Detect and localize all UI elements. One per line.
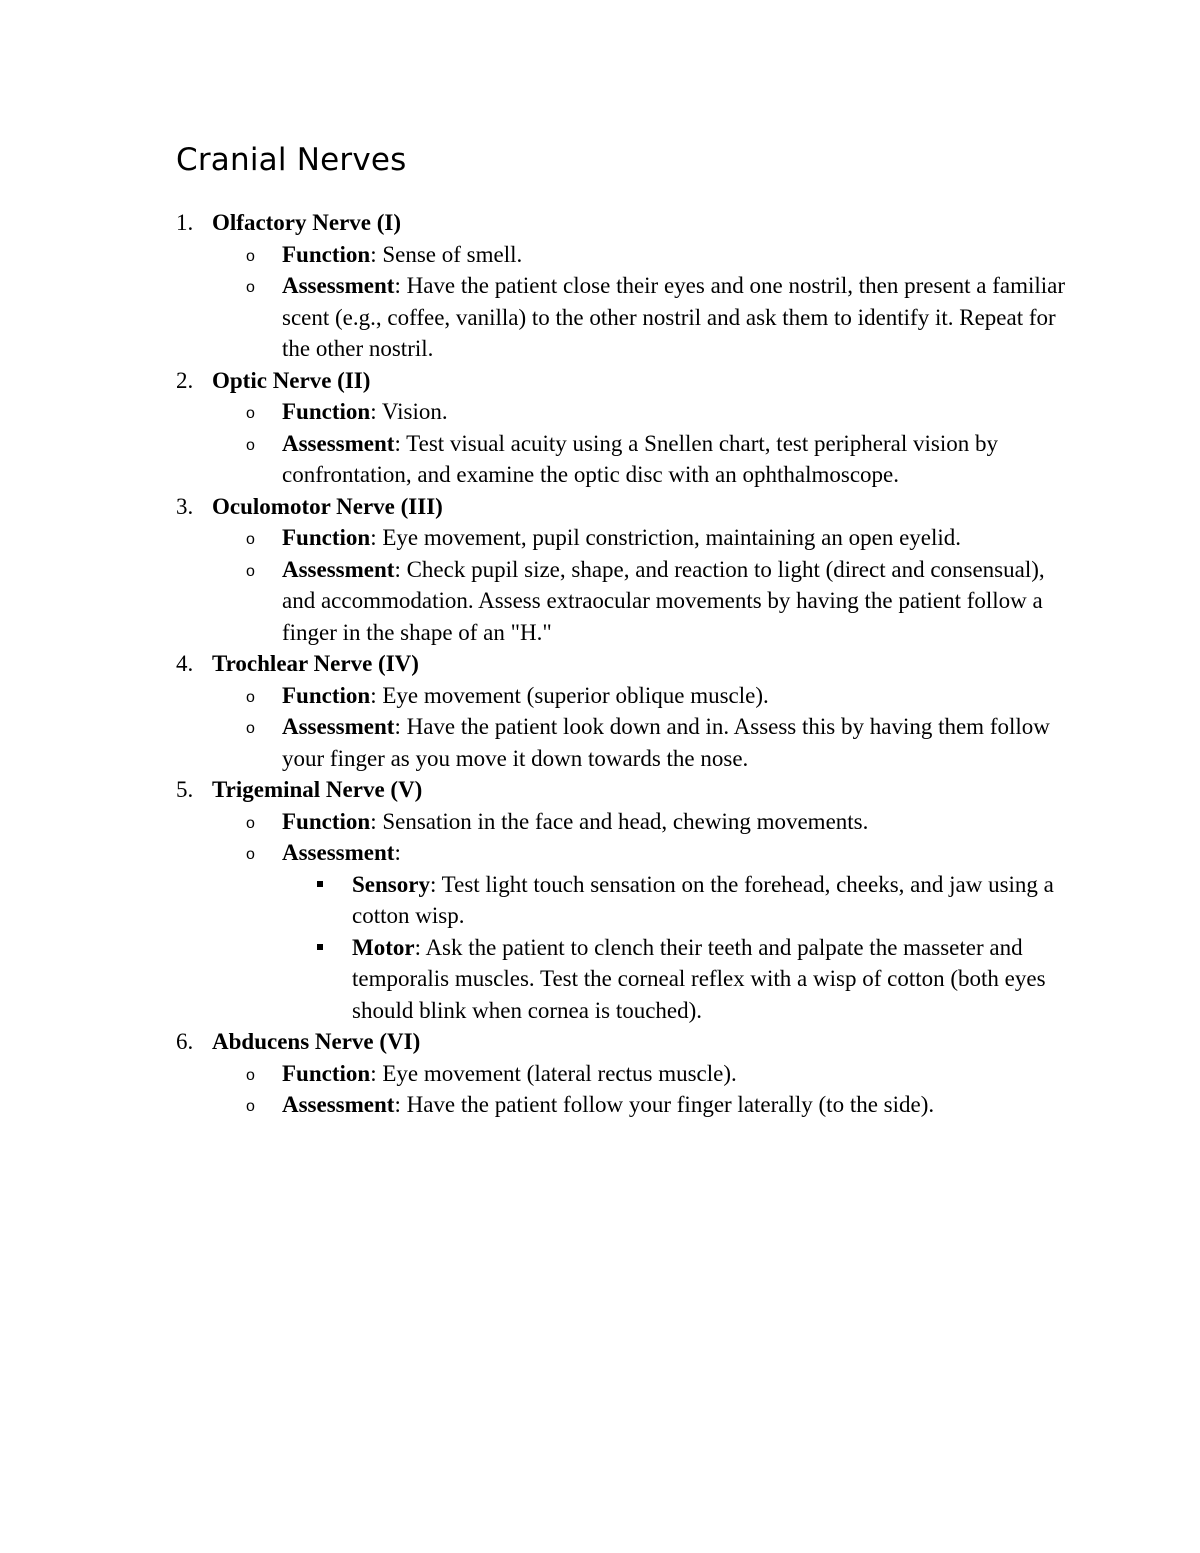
nerve-item-abducens <box>0 1026 1062 1121</box>
item-label: Assessment <box>282 714 395 739</box>
circle-bullet-icon: o <box>246 436 255 454</box>
item-text: : Vision. <box>370 399 448 424</box>
item-text: : Sensation in the face and head, chewing movements. <box>370 808 869 834</box>
item-label: Function <box>282 682 371 708</box>
list-number: 2. <box>176 367 194 393</box>
nerve-name: Abducens Nerve (VI) <box>212 1029 421 1054</box>
item-text: : Eye movement, pupil constriction, maintaining an open eyelid. <box>370 525 962 550</box>
list-number: 4. <box>176 651 194 676</box>
nerve-item-trochlear <box>0 648 1062 774</box>
item-text: : Have the patient close their eyes and one nostril, then present a familiar scent (e.g., coffee, vanilla) to the other nostril and ask them to identify it. Repeat for the other nostril. <box>282 273 1066 361</box>
circle-bullet-icon: o <box>246 531 255 548</box>
function-item <box>0 806 1072 838</box>
function-item <box>0 396 1072 428</box>
nerve-detail-list <box>0 1058 1062 1121</box>
item-text: : Test light touch sensation on the forehead, cheeks, and jaw using a cotton wisp. <box>352 871 1054 928</box>
item-label: Function <box>282 525 371 550</box>
circle-bullet-icon: o <box>246 688 255 706</box>
item-label: Assessment <box>282 840 395 865</box>
nerve-detail-list <box>0 806 1062 1027</box>
nerve-name: Trochlear Nerve (IV) <box>212 651 419 676</box>
nerve-name: Optic Nerve (II) <box>212 367 371 393</box>
nerve-name: Olfactory Nerve (I) <box>212 210 402 235</box>
list-number: 5. <box>176 777 194 802</box>
item-text: : Sense of smell. <box>370 241 523 267</box>
assessment-item <box>0 428 1072 491</box>
square-bullet-icon <box>317 881 323 887</box>
item-label: Function <box>282 1060 371 1086</box>
nerve-item-trigeminal <box>0 774 1062 1026</box>
circle-bullet-icon: o <box>246 1098 255 1115</box>
function-item <box>0 1058 1072 1090</box>
assessment-detail-list <box>0 869 1072 1027</box>
item-label: Motor <box>352 934 415 960</box>
item-text: : Ask the patient to clench their teeth and palpate the masseter and temporalis muscles. Test the corneal reflex with a wisp of cotton (both eyes should blink when cornea is touched). <box>352 934 1046 1023</box>
assessment-item <box>0 270 1072 365</box>
assessment-item <box>0 711 1072 774</box>
circle-bullet-icon: o <box>246 1066 255 1084</box>
circle-bullet-icon: o <box>246 562 255 580</box>
circle-bullet-icon: o <box>246 846 255 863</box>
motor-item <box>0 932 1072 1027</box>
assessment-item <box>0 554 1072 649</box>
document-title: Cranial Nerves <box>176 142 407 178</box>
item-label: Assessment <box>282 430 395 456</box>
list-number: 1. <box>176 210 194 235</box>
circle-bullet-icon: o <box>246 720 255 737</box>
nerve-detail-list <box>0 522 1062 648</box>
nerve-detail-list <box>0 680 1062 775</box>
item-label: Function <box>282 399 371 424</box>
item-text: : Test visual acuity using a Snellen chart, test peripheral vision by confrontation, and examine the optic disc with an ophthalmoscope. <box>282 430 998 487</box>
list-number: 3. <box>176 493 194 519</box>
item-text: : Have the patient look down and in. Assess this by having them follow your finger as you move it down towards the nose. <box>282 714 1050 771</box>
cranial-nerve-list <box>0 207 1200 1121</box>
nerve-item-oculomotor <box>0 491 1062 649</box>
nerve-detail-list <box>0 396 1062 491</box>
item-text: : Have the patient follow your finger laterally (to the side). <box>394 1092 935 1117</box>
circle-bullet-icon: o <box>246 247 255 265</box>
function-item <box>0 680 1072 712</box>
item-label: Function <box>282 808 371 834</box>
item-label: Sensory <box>352 871 430 897</box>
nerve-name: Trigeminal Nerve (V) <box>212 777 423 802</box>
circle-bullet-icon: o <box>246 279 255 296</box>
function-item <box>0 522 1072 554</box>
nerve-item-optic <box>0 365 1062 491</box>
function-item <box>0 239 1072 271</box>
assessment-item <box>0 1089 1072 1121</box>
item-text: : <box>394 840 401 865</box>
item-label: Function <box>282 241 371 267</box>
item-text: : Check pupil size, shape, and reaction to light (direct and consensual), and accommodation. Assess extraocular movements by having the patient follow a finger in the shape of an "H." <box>282 556 1045 645</box>
sensory-item <box>0 869 1072 932</box>
item-label: Assessment <box>282 273 395 298</box>
item-text: : Eye movement (superior oblique muscle). <box>370 682 769 708</box>
list-number: 6. <box>176 1029 194 1054</box>
item-label: Assessment <box>282 1092 395 1117</box>
circle-bullet-icon: o <box>246 814 255 832</box>
assessment-item <box>0 837 1072 1026</box>
item-text: : Eye movement (lateral rectus muscle). <box>370 1060 737 1086</box>
item-label: Assessment <box>282 556 395 582</box>
nerve-name: Oculomotor Nerve (III) <box>212 493 443 519</box>
circle-bullet-icon: o <box>246 405 255 422</box>
nerve-detail-list <box>0 239 1066 365</box>
nerve-item-olfactory <box>0 207 1066 365</box>
square-bullet-icon <box>317 944 323 950</box>
